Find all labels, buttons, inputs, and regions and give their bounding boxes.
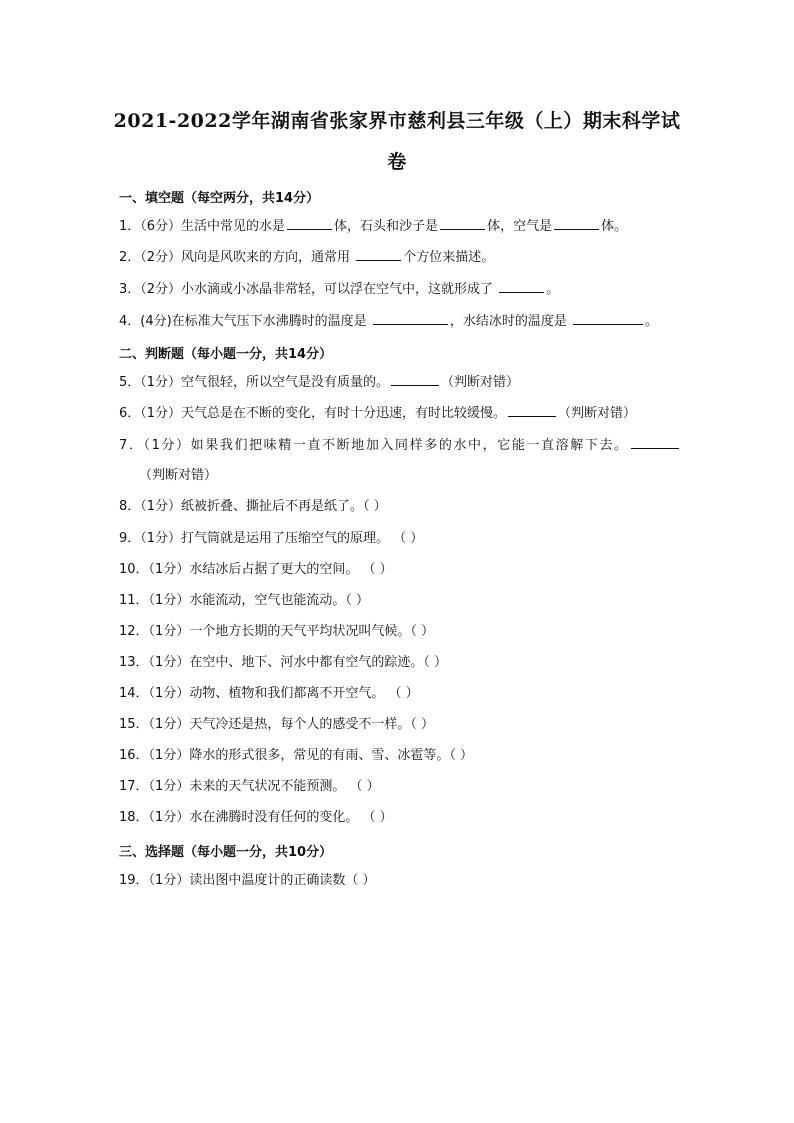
question-12: 12．（1分）一个地方长期的天气平均状况叫气候。（ ）: [119, 624, 434, 639]
answer-blank[interactable]: [554, 217, 599, 230]
question-5: [119, 373, 519, 392]
section-heading-true-false: 二、判断题（每小题一分，共14分）: [119, 347, 333, 362]
answer-blank[interactable]: [287, 217, 332, 230]
answer-blank[interactable]: [631, 436, 679, 449]
question-3-text-b: 。: [546, 282, 560, 297]
answer-blank[interactable]: [573, 312, 643, 325]
question-1-text-b: 体，石头和沙子是: [334, 219, 439, 234]
question-4: [119, 312, 658, 331]
answer-blank[interactable]: [391, 373, 439, 386]
question-8: 8．（1分）纸被折叠、撕扯后不再是纸了。（ ）: [119, 499, 387, 514]
question-9: 9．（1分）打气筒就是运用了压缩空气的原理。 （ ）: [119, 531, 424, 546]
question-17: 17．（1分）未来的天气状况不能预测。 （ ）: [119, 779, 380, 794]
question-2-text-a: 2．（2分）风向是风吹来的方向，通常用: [119, 250, 355, 265]
section-heading-fill-in: 一、填空题（每空两分，共14分）: [119, 191, 320, 206]
question-7: [119, 436, 681, 455]
question-5-text-a: 5．（1分）空气很轻，所以空气是没有质量的。: [119, 375, 390, 390]
question-11: 11．（1分）水能流动，空气也能流动。（ ）: [119, 593, 369, 608]
section-heading-multiple-choice: 三、选择题（每小题一分，共10分）: [119, 845, 333, 860]
page-title-line-2: 卷: [387, 151, 407, 173]
question-2-text-b: 个方位来描述。: [403, 250, 495, 265]
question-5-text-b: （判断对错）: [441, 375, 520, 390]
question-6-text-a: 6．（1分）天气总是在不断的变化，有时十分迅速，有时比较缓慢。: [119, 406, 507, 421]
question-4-text-b: ，水结冰时的温度是: [449, 314, 571, 329]
question-16: 16．（1分）降水的形式很多，常见的有雨、雪、冰雹等。（ ）: [119, 748, 473, 763]
question-1-text-c: 体，空气是: [487, 219, 553, 234]
question-1-text-d: 体。: [601, 219, 628, 234]
question-6: [119, 404, 636, 423]
answer-blank[interactable]: [508, 404, 556, 417]
question-13: 13．（1分）在空中、地下、河水中都有空气的踪迹。（ ）: [119, 655, 447, 670]
answer-blank[interactable]: [356, 248, 401, 261]
question-1: [119, 217, 627, 236]
question-18: 18．（1分）水在沸腾时没有任何的变化。 （ ）: [119, 810, 393, 825]
question-14: 14．（1分）动物、植物和我们都离不开空气。 （ ）: [119, 686, 419, 701]
question-2: [119, 248, 494, 267]
question-6-text-b: （判断对错）: [558, 406, 637, 421]
question-7-text-a: 7．（1分）如果我们把味精一直不断地加入同样多的水中，它能一直溶解下去。: [119, 438, 629, 453]
question-15: 15．（1分）天气冷还是热，每个人的感受不一样。（ ）: [119, 717, 434, 732]
question-19: 19．（1分）读出图中温度计的正确读数（ ）: [119, 873, 376, 888]
question-4-text-c: 。: [644, 314, 658, 329]
answer-blank[interactable]: [440, 217, 485, 230]
question-4-text-a: 4．(4分)在标准大气压下水沸腾时的温度是: [119, 314, 371, 329]
answer-blank[interactable]: [499, 280, 544, 293]
page-title-line-1: 2021-2022学年湖南省张家界市慈利县三年级（上）期末科学试: [113, 110, 681, 132]
question-7-continued: [139, 467, 217, 485]
question-10: 10．（1分）水结冰后占据了更大的空间。 （ ）: [119, 562, 393, 577]
question-1-text-a: 1．（6分）生活中常见的水是: [119, 219, 286, 234]
question-3: [119, 280, 559, 299]
answer-blank[interactable]: [373, 312, 448, 325]
question-3-text-a: 3．（2分）小水滴或小冰晶非常轻，可以浮在空气中，这就形成了: [119, 282, 498, 297]
question-7-text-b: （判断对错）: [139, 468, 218, 483]
